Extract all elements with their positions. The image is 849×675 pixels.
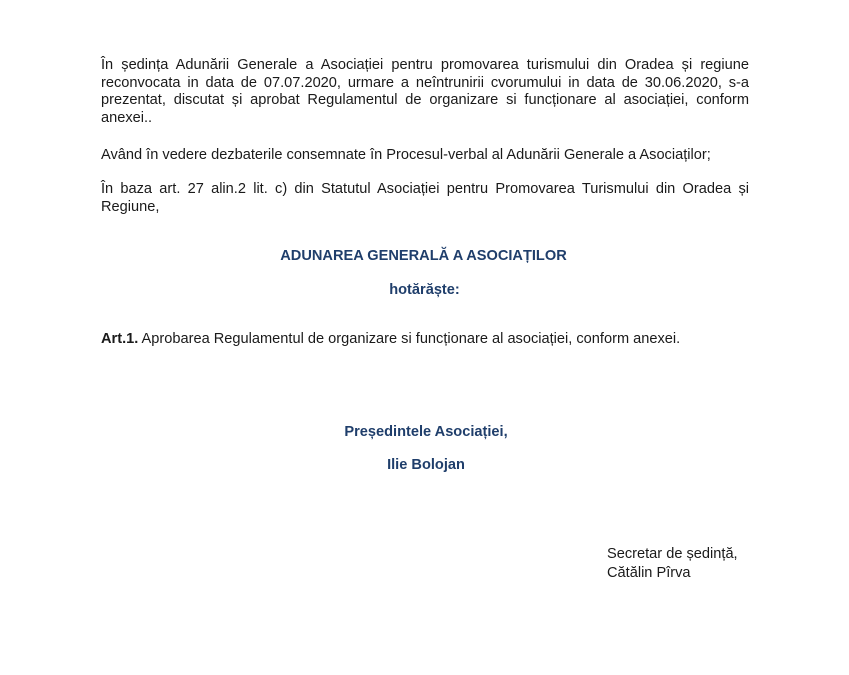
secretary-name: Cătălin Pîrva [607,565,691,581]
secretary-role: Secretar de ședință, [607,546,738,562]
decision-title [0,248,849,264]
considering-paragraph: Având în vedere dezbaterile consemnate în Procesul-verbal al Adunării Generale a Asociaților; [101,147,711,163]
intro-paragraph: În ședința Adunării Generale a Asociației pentru promovarea turismului din Oradea și regiune reconvocata in data de 07.07.2020, urmare a neîntrunirii cvorumului in data de 30.06.2020, s-a prezentat, discutat și aprobat Regulamentul de organizare si funcționare al asociației, conform anexei.. [101,57,749,126]
president-name: Ilie Bolojan [387,457,465,473]
president-role: Președintele Asociației, [344,424,508,440]
decision-subtitle: hotărăște: [389,282,460,298]
article-label: Art.1. [101,331,139,347]
article-text: Aprobarea Regulamentul de organizare si funcționare al asociației, conform anexei. [138,331,681,347]
article-1 [101,331,801,349]
decision-title-text: ADUNAREA GENERALĂ A ASOCIAȚILOR [280,248,567,264]
legal-basis-paragraph: În baza art. 27 alin.2 lit. c) din Statutul Asociației pentru Promovarea Turismului din Oradea și Regiune, [101,181,749,215]
secretary-signature [607,545,738,583]
